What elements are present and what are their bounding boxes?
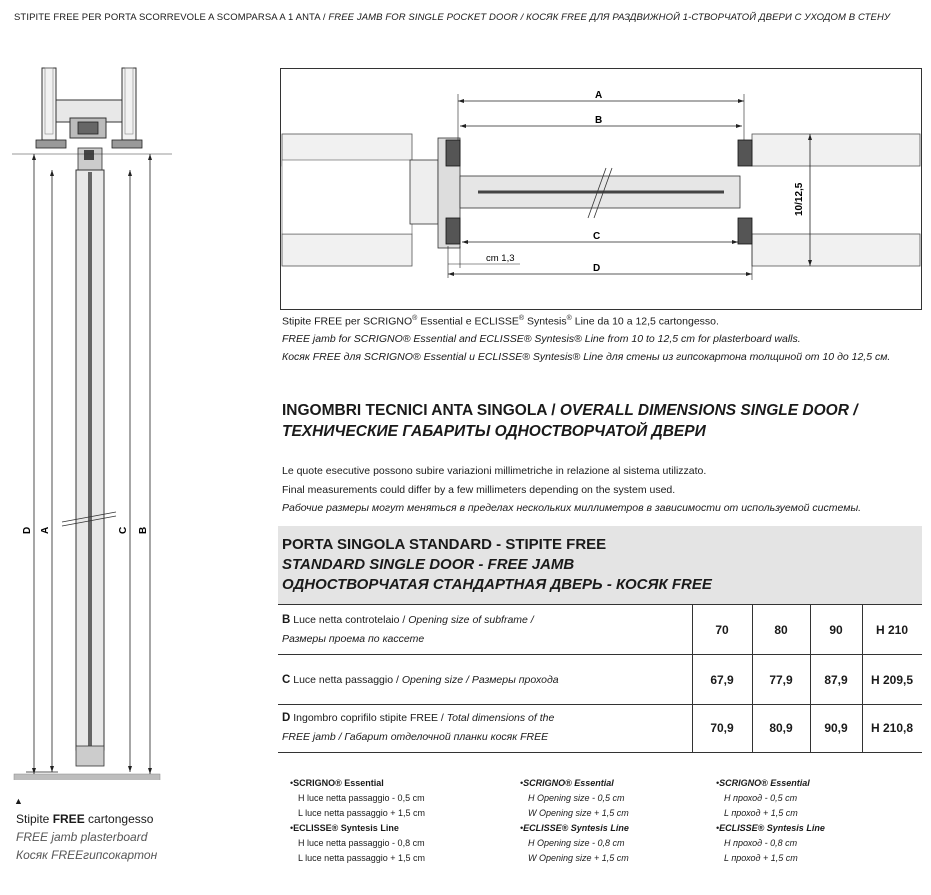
row-key-c: C <box>282 674 291 686</box>
dim-label-b: B <box>595 115 603 126</box>
row-key-d: D <box>282 712 291 724</box>
row-key-b: B <box>282 614 291 626</box>
table-row <box>278 704 922 753</box>
table-title-ru: ОДНОСТВОРЧАТАЯ СТАНДАРТНАЯ ДВЕРЬ - КОСЯК FREE <box>282 576 712 593</box>
dim-label-a: A <box>595 90 603 101</box>
cell-c-2: 77,9 <box>769 673 793 687</box>
caption-it-post: Syntesis <box>524 315 567 328</box>
footnote-line: L luce netta passaggio + 1,5 cm <box>298 808 425 818</box>
caption-reg-1: ® <box>412 315 418 322</box>
footnote-title: ECLISSE® Syntesis Line <box>719 823 825 833</box>
page-header <box>14 12 890 23</box>
row-b-en: Opening size of subframe / <box>408 614 534 626</box>
caption-ru: Косяк FREE для SCRIGNO® Essential и ECLISSE® Syntesis® Line для стены из гипсокартона толщиной от 10 до 12,5 см. <box>282 351 891 363</box>
caption-reg-3: ® <box>566 315 572 322</box>
table-row <box>278 654 922 705</box>
left-caption-it-bold: FREE <box>52 812 85 826</box>
bullet: • <box>290 823 294 833</box>
left-label-b: B <box>138 526 149 534</box>
row-b-it: Luce netta controtelaio / <box>290 614 409 626</box>
footnote-line: H проход - 0,5 cm <box>724 793 798 803</box>
caption-it-pre: Stipite FREE per SCRIGNO <box>282 315 413 328</box>
row-d-it: Ingombro coprifilo stipite FREE / <box>290 712 447 724</box>
bullet: • <box>290 778 294 788</box>
note-it: Le quote esecutive possono subire variazioni millimetriche in relazione al sistema utilizzato. <box>282 465 707 477</box>
horizontal-section-drawing <box>280 68 922 310</box>
cell-d-h: H 210,8 <box>870 721 914 735</box>
footnote-line: L проход + 1,5 cm <box>724 808 798 818</box>
table-divider <box>752 604 753 752</box>
footnote-group-it <box>290 776 425 866</box>
row-b-ru: Размеры проема по кассете <box>282 633 425 645</box>
left-caption-it-pre: Stipite <box>16 812 53 826</box>
cell-d-1: 70,9 <box>710 721 734 735</box>
footnote-title: ECLISSE® Syntesis Line <box>523 823 629 833</box>
table-row <box>278 604 922 655</box>
footnote-title: SCRIGNO® Essential <box>523 778 614 788</box>
footnote-line: W Opening size + 1,5 cm <box>528 853 629 863</box>
caption-it-end: Line da 10 a 12,5 cartongesso. <box>571 315 719 328</box>
left-caption-it <box>16 812 153 826</box>
header-en: FREE JAMB FOR SINGLE POCKET DOOR <box>328 12 518 23</box>
cell-b-90: 90 <box>829 623 843 637</box>
cell-b-70: 70 <box>715 623 729 637</box>
bullet: • <box>716 823 720 833</box>
footnote-title: ECLISSE® Syntesis Line <box>293 823 399 833</box>
header-it: STIPITE FREE PER PORTA SCORREVOLE A SCOMPARSA A 1 ANTA / <box>14 12 329 23</box>
caption-en: FREE jamb for SCRIGNO® Essential and ECLISSE® Syntesis® Line from 10 to 12,5 cm for plasterboard walls. <box>282 333 801 345</box>
table-title-it: PORTA SINGOLA STANDARD - STIPITE FREE <box>282 536 607 553</box>
table-divider <box>810 604 811 752</box>
row-d-line2: FREE jamb / Габарит отделочной планки косяк FREE <box>282 731 549 743</box>
header-ru: / КОСЯК FREE ДЛЯ РАЗДВИЖНОЙ 1-СТВОРЧАТОЙ ДВЕРИ С УХОДОМ В СТЕНУ <box>517 12 891 23</box>
table-title-en: STANDARD SINGLE DOOR - FREE JAMB <box>282 556 575 573</box>
table-header <box>278 526 922 604</box>
cell-d-2: 80,9 <box>769 721 793 735</box>
footnote-title: SCRIGNO® Essential <box>293 778 384 788</box>
caption-it <box>282 315 719 328</box>
footnote-line: H luce netta passaggio - 0,5 cm <box>298 793 425 803</box>
row-label-b <box>282 611 534 649</box>
dimensions-title-it: INGOMBRI TECNICI ANTA SINGOLA / <box>282 402 560 419</box>
footnote-line: L проход + 1,5 cm <box>724 853 798 863</box>
row-label-d <box>282 709 554 747</box>
footnote-line: W Opening size + 1,5 cm <box>528 808 629 818</box>
bullet: • <box>520 823 524 833</box>
cell-c-1: 67,9 <box>710 673 734 687</box>
dim-label-c: C <box>593 231 601 242</box>
note-ru: Рабочие размеры могут меняться в пределах нескольких миллиметров в зависимости от используемой системы. <box>282 502 862 514</box>
left-label-a: A <box>40 526 51 534</box>
cell-c-h: H 209,5 <box>870 673 914 687</box>
footnote-title: SCRIGNO® Essential <box>719 778 810 788</box>
left-caption-ru: Косяк FREEгипсокартон <box>16 848 158 862</box>
dim-label-wall: 10/12,5 <box>794 182 805 216</box>
dimensions-title-ru: ТЕХНИЧЕСКИЕ ГАБАРИТЫ ОДНОСТВОРЧАТОЙ ДВЕРИ <box>282 423 706 440</box>
caption-it-mid: Essential e ECLISSE <box>417 315 519 328</box>
table-bottom-border <box>278 752 922 753</box>
left-label-d: D <box>22 526 33 534</box>
bullet: • <box>520 778 524 788</box>
left-caption-en: FREE jamb plasterboard <box>16 830 148 844</box>
dim-label-cm: cm 1,3 <box>486 253 515 264</box>
dimensions-title-en: OVERALL DIMENSIONS SINGLE DOOR / <box>559 402 858 419</box>
cell-b-h: H 210 <box>875 623 909 637</box>
left-label-c: C <box>118 526 129 534</box>
left-caption-it-post: cartongesso <box>84 812 154 826</box>
caption-reg-2: ® <box>518 315 525 322</box>
footnote-group-ru <box>716 776 825 866</box>
footnote-line: H Opening size - 0,5 cm <box>528 793 625 803</box>
up-arrow-icon: ▲ <box>14 796 23 806</box>
row-c-en: Opening size / Размеры прохода <box>401 674 559 686</box>
row-label-c <box>282 671 559 690</box>
cell-d-3: 90,9 <box>824 721 848 735</box>
footnote-group-en <box>520 776 629 866</box>
row-c-it: Luce netta passaggio / <box>290 674 402 686</box>
cell-c-3: 87,9 <box>824 673 848 687</box>
footnote-line: H Opening size - 0,8 cm <box>528 838 625 848</box>
bullet: • <box>716 778 720 788</box>
table-divider <box>692 604 693 752</box>
vertical-section-drawing <box>12 60 172 780</box>
note-en: Final measurements could differ by a few millimeters depending on the system used. <box>282 484 676 496</box>
dim-label-d: D <box>593 263 601 274</box>
table-divider <box>862 604 863 752</box>
cell-b-80: 80 <box>774 623 788 637</box>
dimensions-title-line1 <box>282 402 858 420</box>
footnote-line: L luce netta passaggio + 1,5 cm <box>298 853 425 863</box>
footnote-line: H проход - 0,8 cm <box>724 838 798 848</box>
footnote-line: H luce netta passaggio - 0,8 cm <box>298 838 425 848</box>
row-d-en: Total dimensions of the <box>446 712 555 724</box>
